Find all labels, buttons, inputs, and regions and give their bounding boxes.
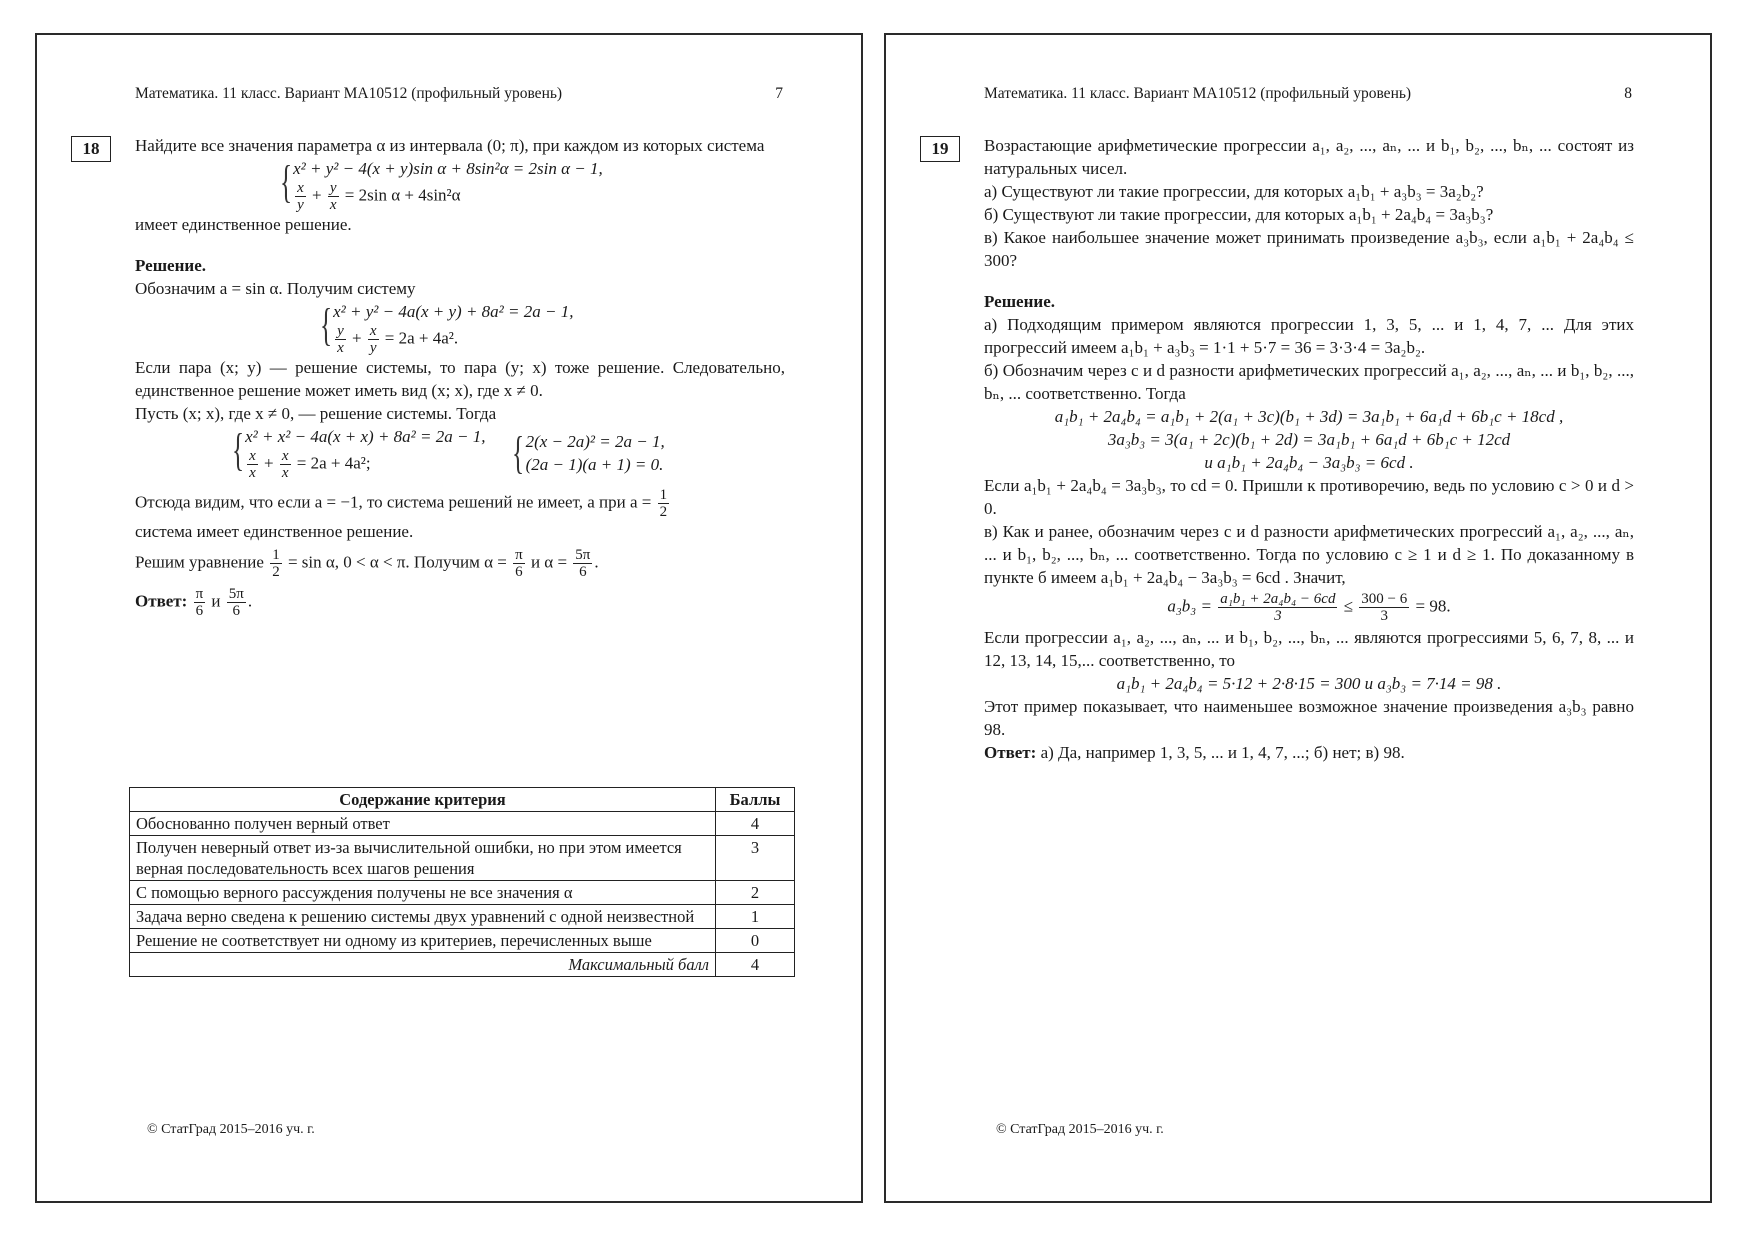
system-eq2: = 2sin α + 4sin²α xyxy=(344,185,461,205)
frac-num: π xyxy=(515,547,523,563)
solution-e3: и a₁b₁ + 2a₄b₄ − 3a₃b₃ = 6cd . xyxy=(1204,453,1414,472)
sysB-eq2: (2a − 1)(a + 1) = 0. xyxy=(525,455,664,474)
criteria-score: 0 xyxy=(716,929,795,953)
criteria-max-label: Максимальный балл xyxy=(130,953,716,977)
criteria-header-content: Содержание критерия xyxy=(130,788,716,812)
answer-and: и xyxy=(211,591,221,611)
solution-system-1: { x² + y² − 4a(x + y) + 8a² = 2a − 1, $\frac{y}{x}$ + $\frac{x}{y}$ = 2a + 4a². xyxy=(319,299,574,356)
criteria-row xyxy=(130,929,795,953)
task-19-body xyxy=(984,134,1634,764)
criteria-score: 2 xyxy=(716,881,795,905)
task-number-badge: 19 xyxy=(920,136,960,162)
answer-line xyxy=(984,741,1634,764)
criteria-score: 3 xyxy=(716,836,795,881)
frac-den: x xyxy=(337,340,344,356)
criteria-text: Решение не соответствует ни одному из критериев, перечисленных выше xyxy=(130,929,716,953)
page-header xyxy=(984,85,1632,103)
frac-num: a₁b₁ + 2a₄b₄ − 6cd xyxy=(1220,591,1336,607)
frac-num: 300 − 6 xyxy=(1361,591,1408,607)
solution-a: а) Подходящим примером являются прогрессии 1, 3, 5, ... и 1, 4, 7, ... Для этих прогрессий имеем a₁b₁ + a₃b₃ = 1·1 + 5·7 = 36 = 3·3·4 = 3a₂b₂. xyxy=(984,315,1634,357)
solution-c2: Если прогрессии a₁, a₂, ..., aₙ, ... и b₁, b₂, ..., bₙ, ... являются прогрессиями 5, 6, 7, 8, ... и 12, 13, 14, 15,... соответственно, то xyxy=(984,628,1634,670)
p5-text-b: = sin α, 0 < α < π. Получим α = xyxy=(287,552,507,572)
solution-p4b: система имеет единственное решение. xyxy=(135,522,414,541)
frac-den: x xyxy=(249,465,256,481)
frac-rhs: = 98. xyxy=(1415,596,1451,616)
sysB-eq1: 2(x − 2a)² = 2a − 1, xyxy=(525,432,665,451)
task-b: б) Существуют ли такие прогрессии, для которых a₁b₁ + 2a₄b₄ = 3a₃b₃? xyxy=(984,205,1494,224)
frac-num: y xyxy=(329,180,337,196)
solution-p4-text: Отсюда видим, что если a = −1, то система решений не имеет, а при a = xyxy=(135,492,652,512)
frac-den: 3 xyxy=(1274,608,1282,624)
frac-num: 1 xyxy=(272,547,280,563)
header-title: Математика. 11 класс. Вариант МА10512 (профильный уровень) xyxy=(135,85,563,102)
task-outro: имеет единственное решение. xyxy=(135,215,352,234)
frac-den: 6 xyxy=(195,603,204,619)
solution-title: Решение. xyxy=(135,256,206,275)
sysA-eq1: x² + x² − 4a(x + x) + 8a² = 2a − 1, xyxy=(245,427,486,446)
sys1-eq1: x² + y² − 4a(x + y) + 8a² = 2a − 1, xyxy=(333,302,574,321)
criteria-max-score: 4 xyxy=(716,953,795,977)
frac-den: y xyxy=(369,340,377,356)
frac-num: y xyxy=(337,323,344,339)
task-a: а) Существуют ли такие прогрессии, для которых a₁b₁ + a₃b₃ = 3a₂b₂? xyxy=(984,182,1484,201)
answer-label: Ответ: xyxy=(135,591,188,611)
task-c: в) Какое наибольшее значение может принимать произведение a₃b₃, если a₁b₁ + 2a₄b₄ ≤ 300? xyxy=(984,228,1634,270)
frac-den: 3 xyxy=(1380,608,1389,624)
p5-text: Решим уравнение xyxy=(135,552,264,572)
criteria-header-score: Баллы xyxy=(716,788,795,812)
task-system: { x² + y² − 4(x + y)sin α + 8sin²α = 2sin α − 1, $\frac{x}{y}$ + $\frac{y}{x}$ = 2sin α + 4sin²α xyxy=(279,156,603,213)
frac-den: x xyxy=(281,465,289,481)
p5-text-c: и α = xyxy=(530,552,568,572)
frac-num: 5π xyxy=(575,547,591,563)
frac-den: 6 xyxy=(515,564,523,580)
criteria-text: Получен неверный ответ из-за вычислительной ошибки, но при этом имеется верная последовательность всех шагов решения xyxy=(130,836,716,881)
frac-den: 6 xyxy=(232,603,241,619)
solution-e1: a₁b₁ + 2a₄b₄ = a₁b₁ + 2(a₁ + 3c)(b₁ + 3d) = 3a₁b₁ + 6a₁d + 6b₁c + 18cd , xyxy=(1054,407,1564,426)
solution-system-2: { x² + x² − 4a(x + x) + 8a² = 2a − 1, $\frac{x}{x}$ + $\frac{x}{x}$ = 2a + 4a²; { 2(x − 2a)² = 2a − 1, (2a − 1)(a + 1) = 0. xyxy=(231,424,665,481)
system-eq1: x² + y² − 4(x + y)sin α + 8sin²α = 2sin α − 1, xyxy=(293,159,603,178)
solution-b2: Если a₁b₁ + 2a₄b₄ = 3a₃b₃, то cd = 0. Пришли к противоречию, ведь по условию c > 0 и d > 0. xyxy=(984,476,1634,518)
solution-p3: Пусть (x; x), где x ≠ 0, — решение системы. Тогда xyxy=(135,404,497,423)
frac-den: 6 xyxy=(579,564,587,580)
frac-num: x xyxy=(297,180,304,196)
criteria-text: Обоснованно получен верный ответ xyxy=(130,812,716,836)
footer-copyright: © СтатГрад 2015–2016 уч. г. xyxy=(996,1122,1164,1137)
frac-den: x xyxy=(329,197,337,213)
frac-num: 1 xyxy=(659,487,668,503)
criteria-row xyxy=(130,812,795,836)
solution-title: Решение. xyxy=(984,292,1055,311)
footer-copyright: © СтатГрад 2015–2016 уч. г. xyxy=(147,1122,315,1137)
page-number: 7 xyxy=(775,85,783,102)
criteria-text: С помощью верного рассуждения получены не все значения α xyxy=(130,881,716,905)
solution-p5: Решим уравнение $\frac{1}{2}$ = sin α, 0 < α < π. Получим α = $\frac{\pi}{6}$ и α = $\frac{5\pi}{6}$ . xyxy=(135,547,599,580)
frac-num: 5π xyxy=(228,586,244,602)
solution-p2: Если пара (x; y) — решение системы, то пара (y; x) тоже решение. Следовательно, единственное решение может иметь вид (x; x), где x ≠ 0. xyxy=(135,358,785,400)
solution-p1: Обозначим a = sin α. Получим систему xyxy=(135,279,416,298)
solution-b: б) Обозначим через c и d разности арифметических прогрессий a₁, a₂, ..., aₙ, ... и b₁, b₂, ..., bₙ, ... соответственно. Тогда xyxy=(984,361,1634,403)
criteria-table xyxy=(129,787,795,977)
header-title: Математика. 11 класс. Вариант МА10512 (профильный уровень) xyxy=(984,85,1412,102)
solution-e4: a₁b₁ + 2a₄b₄ = 5·12 + 2·8·15 = 300 и a₃b₃ = 7·14 = 98 . xyxy=(1116,674,1502,693)
solution-fraction-line xyxy=(984,591,1634,624)
criteria-row xyxy=(130,836,795,881)
solution-p4 xyxy=(135,487,785,520)
sysA-eq2: = 2a + 4a²; xyxy=(296,453,371,473)
task-number-badge: 18 xyxy=(71,136,111,162)
frac-num: x xyxy=(249,448,256,464)
answer-label: Ответ: xyxy=(984,743,1037,762)
frac-num: x xyxy=(369,323,377,339)
page-8 xyxy=(884,33,1712,1203)
criteria-score: 1 xyxy=(716,905,795,929)
frac-lhs: a₃b₃ = xyxy=(1167,596,1212,616)
answer-text: а) Да, например 1, 3, 5, ... и 1, 4, 7, ...; б) нет; в) 98. xyxy=(1040,743,1405,762)
sys1-eq2: = 2a + 4a². xyxy=(384,328,459,348)
criteria-text: Задача верно сведена к решению системы двух уравнений с одной неизвестной xyxy=(130,905,716,929)
page-7 xyxy=(35,33,863,1203)
frac-den: 2 xyxy=(272,564,280,580)
criteria-score: 4 xyxy=(716,812,795,836)
criteria-row xyxy=(130,881,795,905)
task-18-body xyxy=(135,134,785,619)
task-intro: Найдите все значения параметра α из интервала (0; π), при каждом из которых система xyxy=(135,136,765,155)
answer-line: Ответ: $\frac{\pi}{6}$ и $\frac{5\pi}{6}$ . xyxy=(135,586,253,619)
frac-den: y xyxy=(297,197,304,213)
frac-mid: ≤ xyxy=(1343,596,1354,616)
page-number: 8 xyxy=(1624,85,1632,102)
solution-e2: 3a₃b₃ = 3(a₁ + 2c)(b₁ + 2d) = 3a₁b₁ + 6a₁d + 6b₁c + 12cd xyxy=(1107,430,1511,449)
task-l1: Возрастающие арифметические прогрессии a₁, a₂, ..., aₙ, ... и b₁, b₂, ..., bₙ, ... состоят из натуральных чисел. xyxy=(984,136,1634,178)
frac-den: 2 xyxy=(659,504,668,520)
solution-c: в) Как и ранее, обозначим через c и d разности арифметических прогрессий a₁, a₂, ..., aₙ, ... и b₁, b₂, ..., bₙ, ... соответственно. Тогда по условию c ≥ 1 и d ≥ 1. По доказанному в пункте б имеем a₁b₁ + 2a₄b₄ − 3a₃b₃ = 6cd . Значит, xyxy=(984,522,1634,587)
frac-num: π xyxy=(195,586,204,602)
solution-c3: Этот пример показывает, что наименьшее возможное значение произведения a₃b₃ равно 98. xyxy=(984,697,1634,739)
frac-num: x xyxy=(281,448,289,464)
criteria-row xyxy=(130,905,795,929)
page-header xyxy=(135,85,783,103)
